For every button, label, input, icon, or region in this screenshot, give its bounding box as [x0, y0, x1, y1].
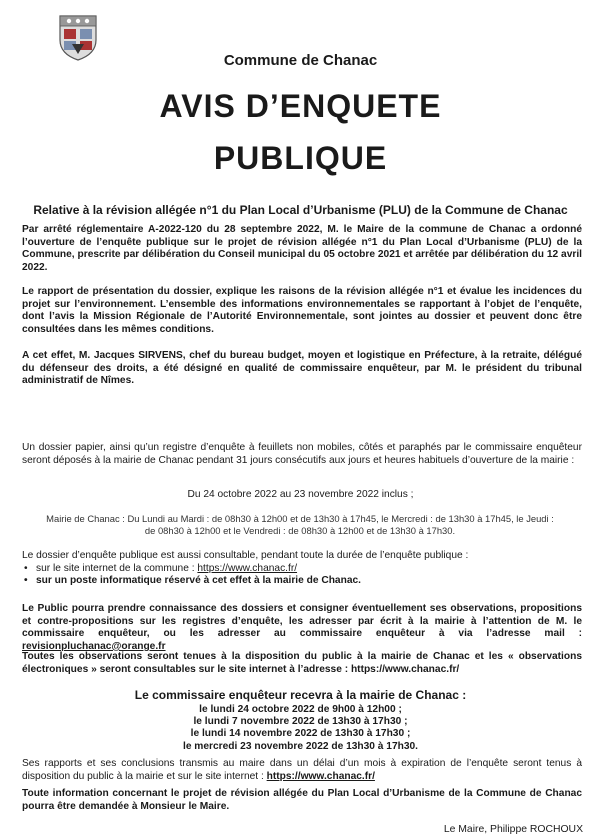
- notice-subtitle: Relative à la révision allégée n°1 du Plan Local d’Urbanisme (PLU) de la Commune de Chanac: [33, 203, 568, 217]
- paragraph-consultable: [22, 550, 582, 588]
- notice-title-line1: AVIS D’ENQUETE: [159, 88, 442, 124]
- paragraph-dossier-papier: Un dossier papier, ainsi qu’un registre d’enquête à feuillets non mobiles, côtés et paraphés par le commissaire enquêteur seront déposés à la mairie de Chanac pendant 31 jours consécutifs aux jours et heures habituels d’ouverture de la mairie :: [22, 442, 582, 466]
- website-link[interactable]: https://www.chanac.fr/: [197, 562, 298, 574]
- list-item: le lundi 14 novembre 2022 de 13h30 à 17h30 ;: [190, 728, 411, 740]
- list-item: le mercredi 23 novembre 2022 de 13h30 à 17h30.: [182, 740, 419, 752]
- commissaire-dates: [0, 704, 601, 753]
- paragraph-commissaire: A cet effet, M. Jacques SIRVENS, chef du bureau budget, moyen et logistique en Préfecture, à la retraite, délégué du défenseur des droits, a été désigné en qualité de commissaire enquêteur, par M. le président du tribunal administratif de Nîmes.: [22, 350, 582, 387]
- bullet-poste-text: sur un poste informatique réservé à cet effet à la mairie de Chanac.: [36, 575, 361, 587]
- paragraph-observations: [22, 651, 582, 676]
- public-text: Le Public pourra prendre connaissance des dossiers et consigner éventuellement ses observations, propositions et contre-propositions sur les registres d’enquête, les adresser par écrit à la mairie à l’attention de M. le commissaire enquêteur, ou les adresser au commissaire enquêteur à via l’adresse mail :: [22, 603, 582, 640]
- commune-name: Commune de Chanac: [223, 52, 378, 69]
- paragraph-rapports: [22, 758, 582, 783]
- enquete-period: Du 24 octobre 2022 au 23 novembre 2022 inclus ;: [187, 489, 414, 500]
- paragraph-public: [22, 603, 582, 653]
- commissaire-schedule-title: Le commissaire enquêteur recevra à la mairie de Chanac :: [134, 688, 467, 702]
- observations-website-link[interactable]: https://www.chanac.fr/: [350, 663, 460, 675]
- list-item: le lundi 24 octobre 2022 de 9h00 à 12h00 ;: [199, 704, 402, 715]
- mairie-opening-hours: Mairie de Chanac : Du Lundi au Mardi : de 08h30 à 12h00 et de 13h30 à 17h45, le Mercredi : de 13h30 à 17h45, le Jeudi : de 08h30 à 12h00 et le Vendredi : de 08h30 à 12h00 et de 13h30 à 17h30.: [46, 513, 554, 536]
- notice-title-line2: PUBLIQUE: [213, 140, 388, 176]
- mayor-signature: Le Maire, Philippe ROCHOUX: [443, 824, 583, 835]
- list-item: [36, 563, 582, 576]
- email-link[interactable]: revisionpluchanac@orange.fr: [22, 640, 166, 652]
- observations-text: Toutes les observations seront tenues à la disposition du public à la mairie de Chanac et les « observations électroniques » seront consultables sur le site internet à l’adresse :: [22, 651, 582, 675]
- paragraph-information: Toute information concernant le projet de révision allégée du Plan Local d’Urbanisme de la Commune de Chanac pourra être demandée à Monsieur le Maire.: [22, 788, 582, 812]
- list-item: [36, 575, 582, 588]
- rapports-text: Ses rapports et ses conclusions transmis au maire dans un délai d’un mois à expiration de l’enquête seront tenus à disposition du public à la mairie et sur le site internet :: [22, 758, 582, 782]
- paragraph-rapport: Le rapport de présentation du dossier, explique les raisons de la révision allégée n°1 et évalue les incidences du projet sur l’environnement. L’ensemble des informations environnementales se rapportant à l’objet de l’enquête, dont l’avis la Mission Régionale de l’Autorité Environnementale, sont jointes au dossier et peuvent donc être consultées dans les mêmes conditions.: [22, 286, 582, 335]
- consultable-intro: Le dossier d’enquête publique est aussi consultable, pendant toute la durée de l’enquête publique :: [22, 550, 469, 561]
- paragraph-arrete: Par arrêté réglementaire A-2022-120 du 28 septembre 2022, M. le Maire de la commune de Chanac a ordonné l’ouverture de l’enquête publique sur le projet de révision allégée n°1 du Plan Local d’Urbanisme (PLU) de la Commune, prescrite par délibération du Conseil municipal du 05 octobre 2021 et arrêtée par délibération du 12 avril 2022.: [22, 224, 582, 273]
- rapports-website-link[interactable]: https://www.chanac.fr/: [266, 770, 375, 782]
- list-item: le lundi 7 novembre 2022 de 13h30 à 17h30 ;: [193, 716, 408, 728]
- bullet-website-text: sur le site internet de la commune :: [36, 562, 198, 574]
